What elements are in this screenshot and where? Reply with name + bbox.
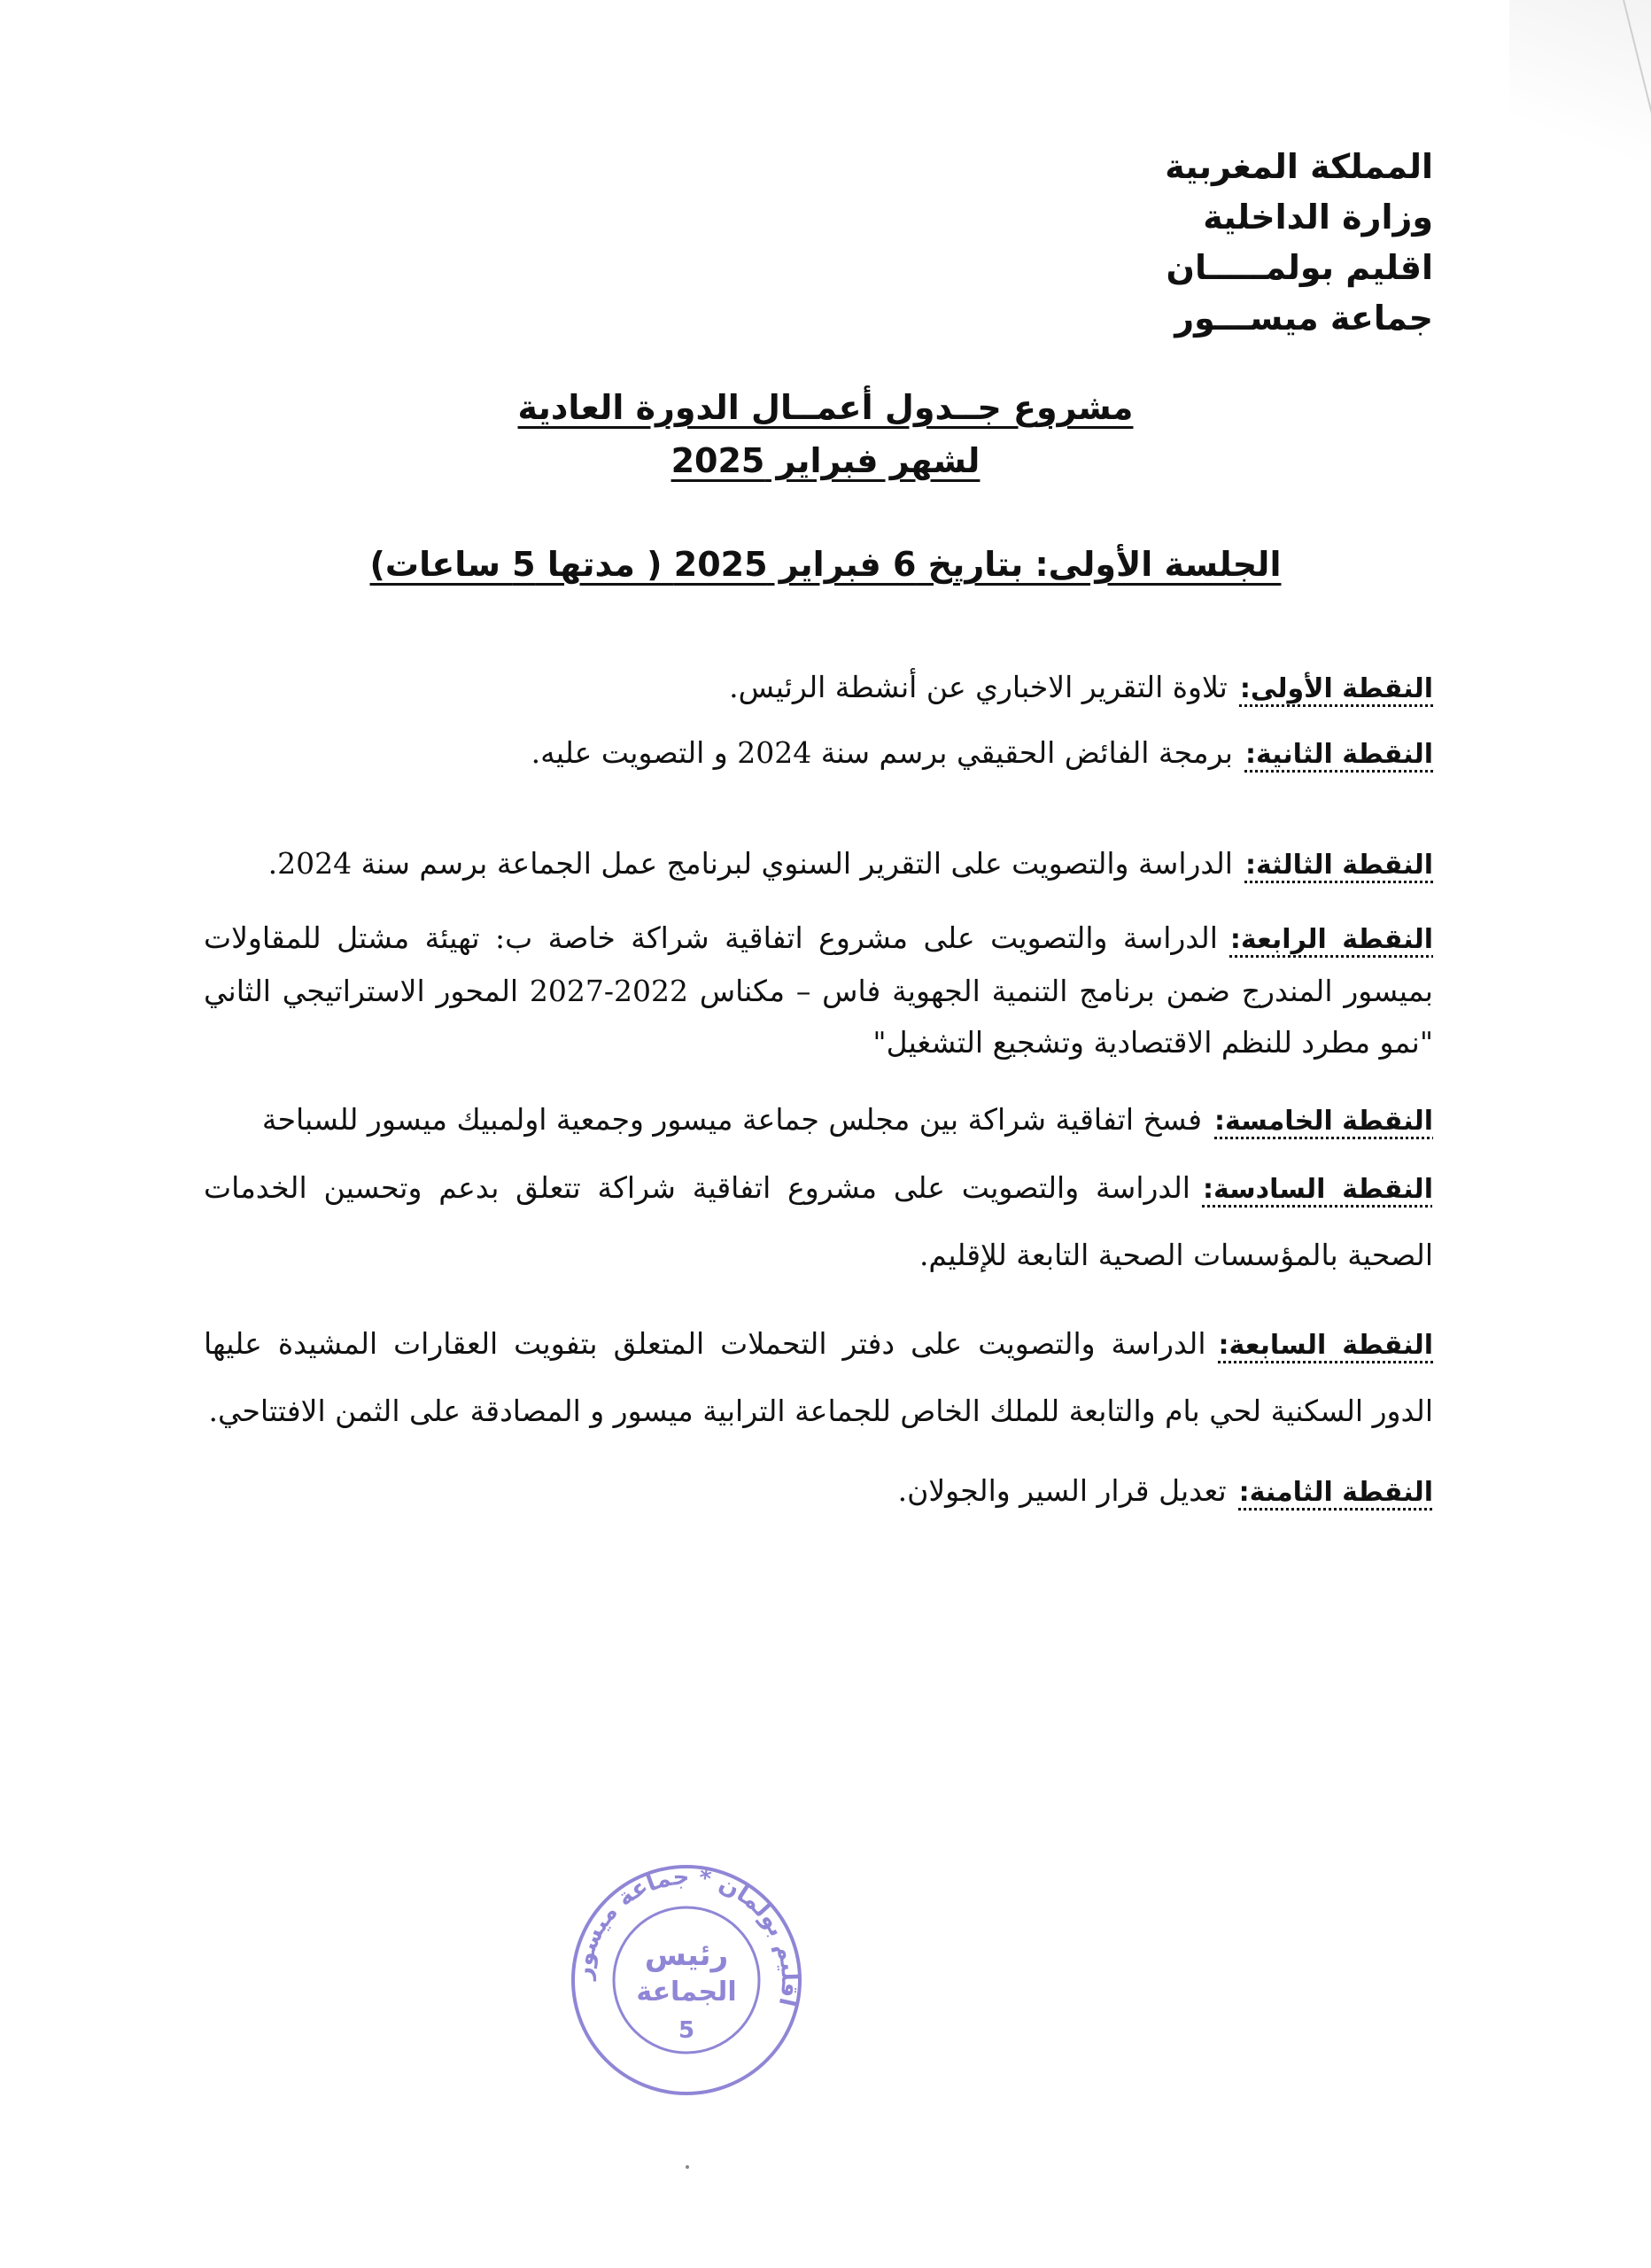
document-title xyxy=(0,381,1651,487)
point-text: الدراسة والتصويت على التقرير السنوي لبرنامج عمل الجماعة برسم سنة 2024. xyxy=(267,846,1233,881)
point-label: النقطة السادسة: xyxy=(1202,1174,1433,1205)
official-stamp-seal xyxy=(567,1860,806,2100)
agenda-point xyxy=(204,1464,1433,1520)
agenda-point xyxy=(204,1155,1433,1288)
point-label: النقطة الثالثة: xyxy=(1244,850,1433,881)
header-ministry: وزارة الداخلية xyxy=(1203,198,1433,237)
header-province: اقليم بولمـــــان xyxy=(1166,248,1433,287)
point-label: النقطة السابعة: xyxy=(1218,1330,1433,1361)
point-label: النقطة الثامنة: xyxy=(1238,1477,1433,1508)
agenda-point xyxy=(204,1081,1433,1161)
header-kingdom: المملكة المغربية xyxy=(1165,147,1433,186)
point-text: تعديل قرار السير والجولان. xyxy=(897,1473,1227,1508)
point-text: الدراسة والتصويت على دفتر التحملات المتعلق بتفويت العقارات المشيدة عليها الدور السكنية لحي بام والتابعة للملك الخاص للجماعة الترابية ميسور و المصادقة على الثمن الافتتاحي. xyxy=(204,1326,1433,1428)
point-text: تلاوة التقرير الاخباري عن أنشطة الرئيس. xyxy=(729,670,1228,704)
point-label: النقطة الثانية: xyxy=(1244,739,1433,770)
stamp-inner-line-1: رئيس xyxy=(644,1938,729,1973)
agenda-point xyxy=(204,1311,1433,1444)
title-line-1: مشروع جــدول أعمــال الدورة العادية xyxy=(517,388,1134,427)
agenda-point xyxy=(204,660,1433,717)
scan-speck xyxy=(686,2165,689,2169)
session-heading xyxy=(0,545,1651,584)
point-label: النقطة الأولى: xyxy=(1239,673,1433,704)
agenda-point xyxy=(204,821,1433,907)
session-text: الجلسة الأولى: بتاريخ 6 فبراير 2025 ( مدتها 5 ساعات) xyxy=(369,545,1282,584)
header-commune: جماعة ميســـور xyxy=(1174,299,1433,338)
point-text: الدراسة والتصويت على مشروع اتفاقية شراكة خاصة ب: تهيئة مشتل للمقاولات بميسور المندرج ضمن برنامج التنمية الجهوية فاس – مكناس 2022-2027 المحور الاستراتيجي الثاني "نمو مطرد للنظم الاقتصادية وتشجيع التشغيل" xyxy=(204,920,1433,1060)
stamp-inner-line-2: الجماعة xyxy=(636,1977,737,2008)
point-text: الدراسة والتصويت على مشروع اتفاقية شراكة تتعلق بدعم وتحسين الخدمات الصحية بالمؤسسات الصحية التابعة للإقليم. xyxy=(204,1170,1433,1272)
point-label: النقطة الخامسة: xyxy=(1214,1106,1433,1137)
page-fold-shadow xyxy=(1509,0,1651,230)
stamp-outer-text: اقليم بولمان * جماعة ميسور xyxy=(570,1863,803,2009)
point-text: فسخ اتفاقية شراكة بين مجلس جماعة ميسور وجمعية اولمبيك ميسور للسباحة xyxy=(261,1102,1203,1137)
agenda-points xyxy=(204,660,1433,1520)
ministry-header xyxy=(1165,142,1433,344)
stamp-number: 5 xyxy=(678,2017,695,2044)
point-label: النقطة الرابعة: xyxy=(1229,924,1433,955)
agenda-point xyxy=(204,726,1433,782)
point-text: برمجة الفائض الحقيقي برسم سنة 2024 و التصويت عليه. xyxy=(531,735,1233,770)
title-line-2: لشهر فبراير 2025 xyxy=(670,441,981,480)
agenda-point xyxy=(204,913,1433,1068)
